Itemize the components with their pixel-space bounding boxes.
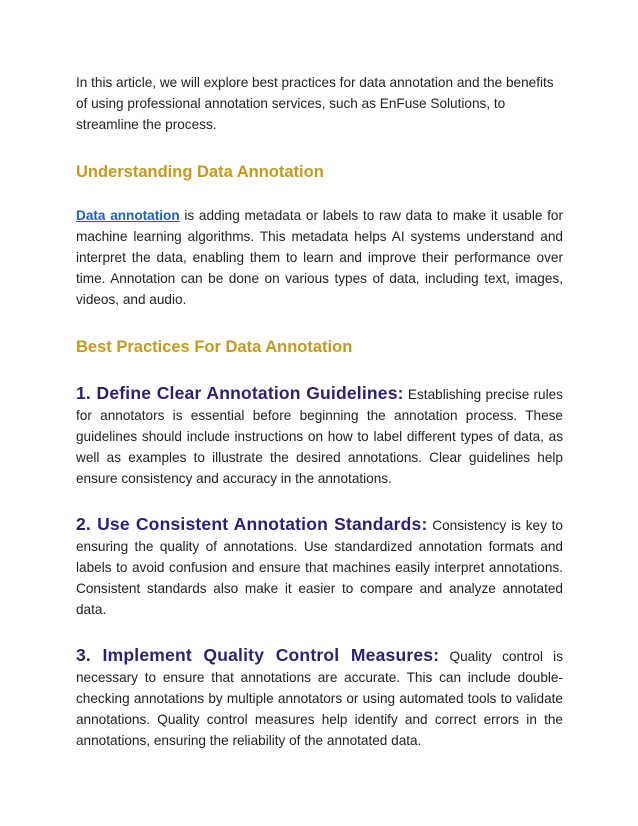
document-page xyxy=(76,72,563,752)
practice-title-3: 3. Implement Quality Control Measures: xyxy=(76,644,440,665)
practice-item-1 xyxy=(76,383,563,490)
practice-text-1: Establishing precise rules for annotators is essential before beginning the annotation process. These guidelines should include instructions on how to label different types of data, as well as examples to illustrate the desired annotations. Clear guidelines help ensure consistency and accuracy in the annotations. xyxy=(76,386,563,487)
practice-item-3 xyxy=(76,645,563,752)
practice-text-3: Quality control is necessary to ensure that annotations are accurate. This can include double-checking annotations by multiple annotators or using automated tools to validate annotations. Quality control measures help identify and correct errors in the annotations, ensuring the reliability of the annotated data. xyxy=(76,648,563,749)
definition-text: is adding metadata or labels to raw data to make it usable for machine learning algorithms. This metadata helps AI systems understand and interpret the data, enabling them to learn and improve their performance over time. Annotation can be done on various types of data, including text, images, videos, and audio. xyxy=(76,207,564,308)
practice-text-2: Consistency is key to ensuring the quality of annotations. Use standardized annotation formats and labels to avoid confusion and ensure that machines easily interpret annotations. Consistent standards also make it easier to compare and analyze annotated data. xyxy=(76,517,563,618)
practice-title-2: 2. Use Consistent Annotation Standards: xyxy=(76,513,428,534)
practice-item-2 xyxy=(76,514,563,621)
section-heading-best-practices: Best Practices For Data Annotation xyxy=(76,337,353,356)
data-annotation-link[interactable]: Data annotation xyxy=(76,207,180,223)
practice-title-1: 1. Define Clear Annotation Guidelines: xyxy=(76,382,404,403)
definition-paragraph xyxy=(76,205,563,311)
section-heading-understanding: Understanding Data Annotation xyxy=(76,162,324,181)
intro-paragraph: In this article, we will explore best practices for data annotation and the benefits of using professional annotation services, such as EnFuse Solutions, to streamline the process. xyxy=(76,75,554,133)
